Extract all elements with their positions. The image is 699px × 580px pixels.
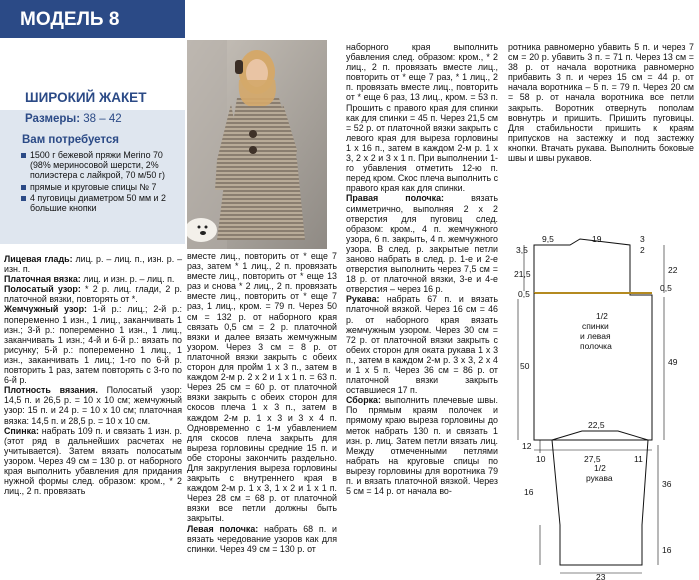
section-text: лиц. р. – лиц. п., изн. р. – изн. п. [4,254,183,275]
diagram-label: 9,5 [542,235,554,244]
diagram-label: 0,5 [660,283,672,293]
text-column-2 [187,251,337,554]
section-heading: Лицевая гладь: [4,254,73,264]
diagram-label: 1/2 [594,463,606,473]
section-heading: Платочная вязка: [4,274,81,285]
requirement-item: 4 пуговицы диаметром 50 мм и 2 большие кнопки [20,193,175,213]
section-text: ротника равномерно убавить 5 п. и через 7 см = 20 р. убавить 3 п. = 71 п. Через 13 см = 38 р. от начала воротника равномерно прибавить 3 п. и через 15 см = 44 р. от начала воротника – 5 п. = 79 п. Через 20 см = 58 р. от начала воротника все петли закрыть. Воротник отвернуть пополам вовнутрь и пришить. Пришить пуговицы. Для стабильности пришить к краям припусков на застежку и под застежку кнопки. Втачать рукава. Выполнить боковые швы и швы рукавов. [508,42,694,164]
jacket-title: ШИРОКИЙ ЖАКЕТ [25,90,147,105]
section-heading: Левая полочка: [187,523,259,534]
section-heading: Плотность вязания. [4,385,98,396]
section-text: лиц. и изн. р. – лиц. п. [80,274,175,285]
diagram-label: 11 [634,454,643,464]
diagram-label: 2 [640,245,645,255]
needs-title: Вам потребуется [22,134,120,146]
text-column-1 [4,254,182,496]
diagram-label: 22 [668,265,678,275]
section-text: набрать 67 п. и вязать платочной вязкой. Через 16 см = 46 р. от наборного края вязать жемчужным узором. Через 30 см = 72 р. от платочной вязки закрыть с обеих сторон для окатa рукава 1 х 3 п., затем в каждом 2-м р. 3 х 3, 2 х 4 и 1 х 5 п. Через 36 см = 86 р. от платочной вязки закрыть оставшиеся 17 п. [346,294,498,396]
section-heading: Спинка: [4,425,39,436]
diagram-label: и левая [580,331,611,341]
diagram-label: 16 [662,545,672,555]
sizes-line [25,113,122,125]
diagram-label: 3,5 [516,245,528,255]
section-text: Полосатый узор: 14,5 п. и 26,5 р. = 10 х 10 см; жемчужный узор: 15 п. и 24 р. = 10 х 10 см; платочная вязка: 14,5 п. и 28,5 р. = 10 х 10 см. [4,385,183,426]
section-text: * 2 р. лиц. глади, 2 р. платочной вязки, повторять от *. [4,284,182,305]
diagram-label: 3 [640,235,645,244]
diagram-label: 27,5 [584,454,601,464]
diagram-label: полочка [580,341,612,351]
section-text: 1-й р.: лиц.; 2-й р.: попеременно 1 изн., 1 лиц., заканчивать 1 изн.; 3-й р.: попеременно 1 изн., 1 лиц., заканчивать 1 изн.; 4-й и 6-й р.: вязать по рисунку; 5-й р.: попеременно 1 лиц., 1 изн., заканчивать 1 лиц.; 1-го по 6-й р. повторить 1 раз, затем повторять с 3-го по 6-й р. [4,304,182,386]
requirements-list [20,150,175,214]
section-heading: Правая полочка: [346,193,445,204]
diagram-label: 49 [668,357,678,367]
diagram-label: 23 [596,572,606,580]
section-heading: Полосатый узор: [4,284,81,295]
sizes-label: Размеры: [25,113,81,125]
text-column-4 [508,42,694,163]
section-heading: Жемчужный узор: [4,304,87,315]
diagram-label: 22,5 [588,420,605,430]
text-column-3 [346,42,498,496]
sizes-value: 38 – 42 [83,113,122,125]
diagram-label: рукава [586,473,613,483]
diagram-label: 16 [524,487,534,497]
section-text: выполнить плечевые швы. По прямым краям полочек и прямому краю выреза горловины до меток набрать 130 п. и связать 1 изн. р. лиц. Затем петли вязать лиц. Между отмеченными петлями набрать на круговые спицы по вырезу горловины для воротника 79 п. и вязать платочной вязкой. Через 5 см = 14 р. от начала во- [346,395,498,497]
model-header [0,0,185,38]
diagram-label: спинки [582,321,609,331]
diagram-label: 10 [536,454,546,464]
diagram-label: 19 [592,235,602,244]
photo-illustration [187,40,327,249]
section-heading: Рукава: [346,294,380,305]
requirement-item: прямые и круговые спицы № 7 [20,182,175,192]
section-heading: Сборка: [346,395,381,406]
diagram-label: 1/2 [596,311,608,321]
diagram-label: 36 [662,479,672,489]
section-text: вместе лиц., повторить от * еще 7 раз, затем * 1 лиц., 2 п. провязать вместе лиц., повторить от * еще 13 раз и снова * 2 лиц., 2 п. провязать вместе лиц., повторить от * еще 7 раз, 1 лиц., кром. = 79 п. Через 50 см = 132 р. от наборного края связать 0,5 см = 2 р. платочной вязки и далее вязать жемчужным узором. Через 3 см = 8 р. от платочной вязки закрыть с обеих сторон для пройм 1 х 3 п., затем в каждом 2-м р. 2 х 2 и 1 х 1 п. = 63 п. Через 25 см = 60 р. от платочной вязки закрыть с обеих сторон для скосов плеча 1 х 3 п., затем в каждом 2-м р. 1 х 3 и 3 х 4 п. Одновременно с 1-м убавлением для скосов плеча закрыть для выреза горловины средние 15 п. и обе стороны закончить раздельно. Для закругления выреза горловины закрыть с внутреннего края в каждом 2-м р. 1 х 3, 1 х 2 и 1 х 1 п. Через 28 см = 68 р. от платочной вязки все петли должны быть закрыты. [187,251,337,524]
model-title: МОДЕЛЬ 8 [20,9,120,30]
model-photo [187,40,327,249]
section-text: наборного края выполнить убавления след. образом: кром., * 2 лиц., 2 п. провязать вместе лиц., повторить от * еще 7 раз, * 1 лиц., 2 п. провязать вместе лиц., повторить от * еще 6 раз, 13 лиц., кром. = 53 п. Прошить с правого края для спинки как для спинки = 45 п. Через 21,5 см = 52 р. от платочной вязки закрыть с левого края для выреза горловины 1 х 16 п., затем в каждом 2-м р. 1 х 3, 2 х 2 и 3 х 1 п. При выполнении 1-го убавления отметить 12-ю п. перед кром. Скос плеча выполнить с правого края как для спинки. [346,42,499,194]
requirement-item: 1500 г бежевой пряжи Merino 70 (98% мериносовой шерсти, 2% полиэстера с лайкрой, 70 м/50 г) [20,150,175,181]
diagram-label: 21,5 [514,269,531,279]
diagram-label: 0,5 [518,289,530,299]
diagram-label: 12 [522,441,532,451]
section-text: набрать 68 п. и вязать чередование узоров как для спинки. Через 49 см = 130 р. от [187,523,337,554]
section-text: набрать 109 п. и связать 1 изн. р. (этот ряд в дальнейших расчетах не учитывается). Затем вязать полосатым узором. Через 49 см = 130 р. от наборного края выполнить убавления для придания нужной формы след. образом: кром., * 2 лиц., 2 п. провязать [4,425,182,497]
section-text: вязать симметрично, выполняя 2 х 2 отверстия для пуговиц след. образом: кром., 4 п. жемчужного узора, 6 п. закрыть, 4 п. жемчужного узора. В след. р. закрытые петли заново набрать в след. р. 1-е и 2-е отверстия выполнить через 7,5 см = 18 р. от платочной вязки, 3-е и 4-е отверстия – через 16 р. [346,193,498,295]
pattern-diagrams [512,235,699,580]
diagram-label: 50 [520,361,530,371]
